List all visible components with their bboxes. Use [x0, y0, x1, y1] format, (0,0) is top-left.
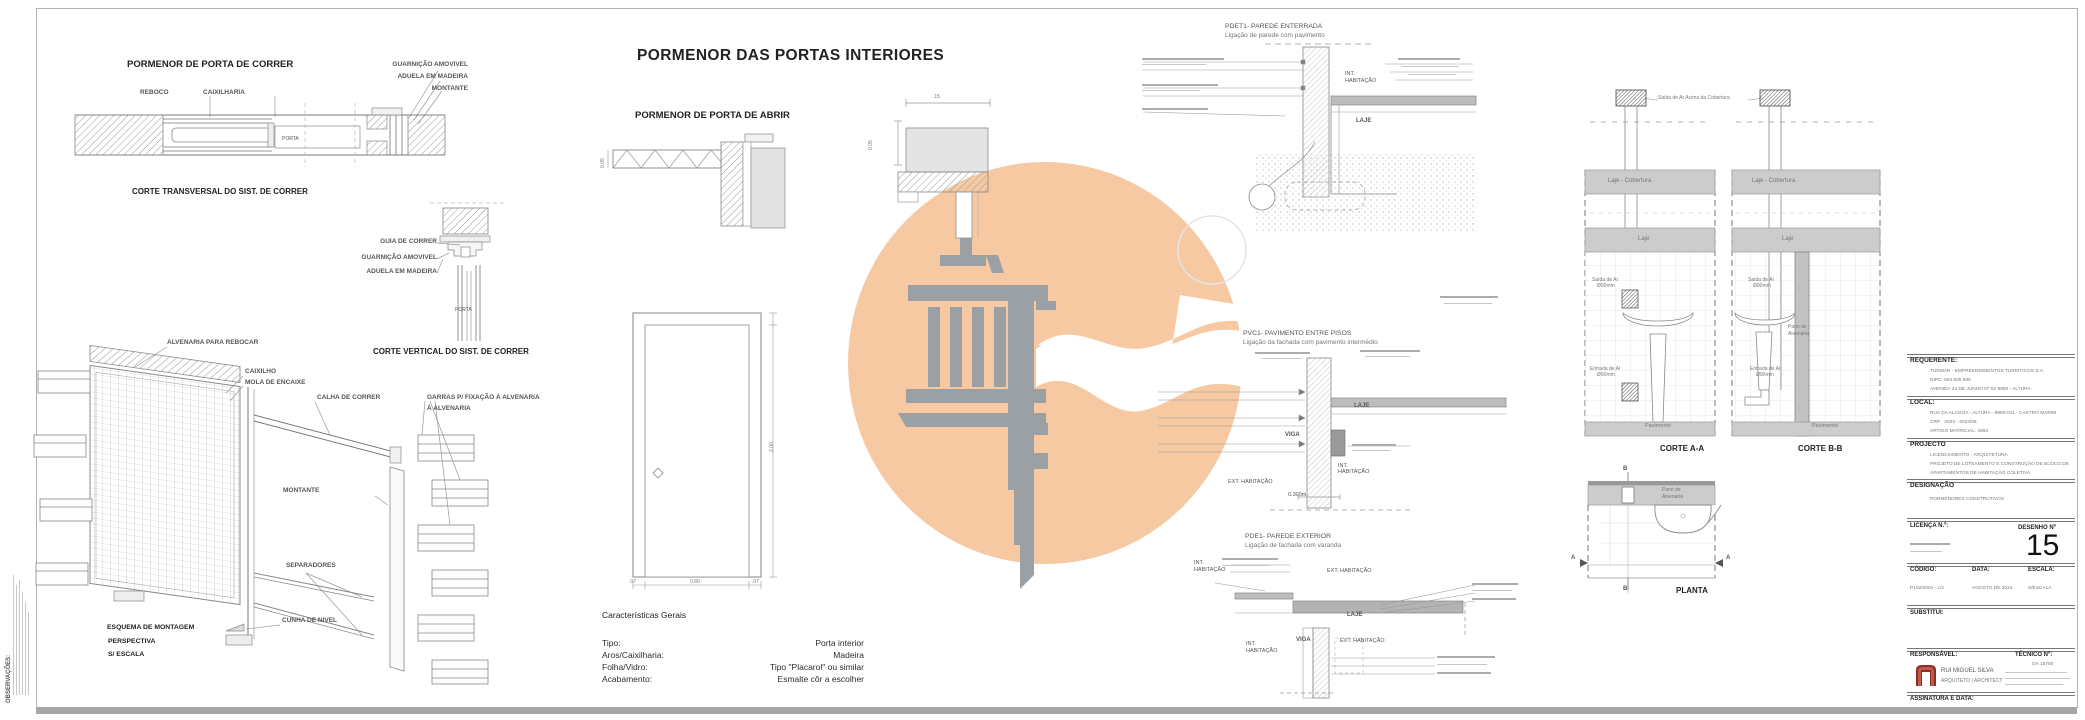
- requerente-heading: REQUERENTE:: [1910, 357, 1958, 364]
- responsavel-heading: RESPONSÁVEL:: [1910, 652, 1958, 658]
- aduela-label: ADUELA EM MADEIRA: [397, 73, 468, 80]
- cortes-drawing: [1570, 85, 1890, 457]
- requerente-line3: AVENIDA 24 DE JUNHO Nº 52 8950 - ALTURA: [1930, 387, 2031, 392]
- margin-note-line: [19, 580, 20, 695]
- montante-persp-label: MONTANTE: [283, 487, 320, 494]
- local-line3: ARTIGO MATRICIAL: 4594: [1930, 429, 1989, 434]
- margin-note-line: [25, 602, 26, 695]
- pvc1-int-label-2: HABITAÇÃO: [1338, 469, 1370, 475]
- pde1-int2-label-2: HABITAÇÃO: [1246, 648, 1278, 654]
- carac-row-folha: [602, 662, 864, 672]
- pdet1-laje-label: LAJE: [1356, 118, 1372, 124]
- codigo-value: P102/2004 - LO: [1910, 586, 1944, 591]
- saida-ar-b-label: Saída de Ar: [1748, 277, 1775, 283]
- pdet1-int-label: INT.: [1345, 71, 1355, 77]
- designacao-heading: DESIGNAÇÃO: [1910, 482, 1955, 489]
- annotation-line: [1142, 108, 1208, 110]
- dim-height: 2.00: [769, 442, 775, 452]
- local-heading: LOCAL:: [1910, 399, 1935, 406]
- guia-label: GUIA DE CORRER: [380, 238, 437, 245]
- requerente-line1: TURMAR - EMPREENDIMENTOS TURISTICOS S.A.: [1930, 369, 2045, 374]
- annotation-line: [2005, 672, 2067, 673]
- titleblock-rule: [1907, 518, 2075, 522]
- reboco-label: REBOCO: [140, 89, 169, 96]
- carac-label: Folha/Vidro:: [602, 662, 648, 672]
- porta-abrir-detail-2: [878, 93, 1008, 238]
- pvc1-dim-label: 0.300m: [1288, 492, 1307, 498]
- dim-jamb-right: .07: [752, 579, 759, 585]
- sliding-door-title: PORMENOR DE PORTA DE CORRER: [127, 59, 294, 70]
- codigo-heading: CÓDIGO:: [1910, 567, 1937, 573]
- tecnico-heading: TÉCNICO Nº:: [2015, 652, 2053, 658]
- door-elevation: [625, 305, 785, 595]
- carac-row-aros: [602, 650, 864, 660]
- local-line1: RUA DA ALAGOA - ALTURA - 8950-011 - CASTRO MARIM: [1930, 411, 2057, 416]
- caixilho-label: CAIXILHO: [245, 368, 277, 375]
- porta-label: PORTA: [282, 136, 299, 142]
- saida-cobertura-note: Saída de Ar Acima da Cobertura: [1658, 95, 1730, 101]
- annotation-line: [1472, 598, 1516, 600]
- data-heading: DATA:: [1972, 567, 1990, 573]
- titleblock-rule: [1907, 605, 2075, 609]
- carac-value: Esmalte côr a escolher: [777, 674, 864, 684]
- pavimento-a-label: Pavimento: [1645, 423, 1671, 429]
- dim-jamb-left: .07: [629, 579, 636, 585]
- calha-label: CALHA DE CORRER: [317, 394, 381, 401]
- margin-note-line: [22, 592, 23, 695]
- montante-label: MONTANTE: [431, 85, 468, 92]
- carac-value: Porta interior: [815, 638, 864, 648]
- projecto-line3: APARTAMENTOS DE HABITAÇÃO COLETIVA: [1930, 471, 2031, 476]
- pvc1-desc: Ligação da fachada com pavimento intermédio: [1243, 339, 1378, 346]
- corte-bb-caption: CORTE B-B: [1798, 444, 1843, 453]
- dim-005-detail1: 0.05: [600, 158, 606, 168]
- annotation-line: [1222, 558, 1278, 560]
- pde1-desc: Ligação de fachada com varanda: [1245, 542, 1342, 549]
- pvc1-laje-label: LAJE: [1354, 403, 1370, 409]
- annotation-line: [1142, 64, 1206, 65]
- corte-aa-caption: CORTE A-A: [1660, 444, 1705, 453]
- laje-cobertura-b-label: Laje - Cobertura: [1752, 178, 1796, 184]
- annotation-line: [1444, 303, 1492, 304]
- porta-abrir-detail-1: [605, 128, 790, 233]
- saida-ar-a-label: Saída de Ar: [1592, 277, 1619, 283]
- annotation-line: [1440, 296, 1498, 298]
- planta-caption: PLANTA: [1676, 586, 1708, 595]
- annotation-line: [1255, 352, 1310, 354]
- local-line2: CRP - 2023 - 2023/08: [1930, 420, 1977, 425]
- pvc1-ext-label: EXT. HABITAÇÃO: [1228, 479, 1273, 485]
- perspectiva-caption: PERSPECTIVA: [108, 638, 156, 645]
- annotation-line: [1437, 656, 1495, 658]
- margin-note-line: [16, 585, 17, 695]
- carac-label: Tipo:: [602, 638, 621, 648]
- annotation-line: [1352, 444, 1396, 446]
- annotation-line: [1262, 358, 1302, 359]
- mola-label: MOLA DE ENCAIXE: [245, 379, 306, 386]
- substitui-heading: SUBSTITUI:: [1910, 610, 1944, 616]
- pdet1-drawing: [1135, 42, 1480, 242]
- pde1-int-label-2: HABITAÇÃO: [1194, 567, 1226, 573]
- annotation-line: [1142, 58, 1224, 60]
- guarnicao2-label: GUARNIÇÃO AMOVIVEL: [361, 254, 437, 261]
- pde1-viga-label: VIGA: [1296, 637, 1311, 643]
- carac-row-tipo: [602, 638, 864, 648]
- desenho-number: 15: [2026, 529, 2060, 562]
- annotation-line: [2005, 684, 2063, 685]
- assinatura-heading: ASSINATURA E DATA:: [1910, 696, 1974, 702]
- escala-value: S/ESCALA: [2028, 586, 2052, 591]
- sheet-shadow: [36, 707, 2077, 714]
- porta2-label: PORTA: [455, 307, 472, 313]
- data-value: AGOSTO DE 2024: [1972, 586, 2013, 591]
- pde1-ext-bot-label: EXT. HABITAÇÃO: [1340, 638, 1385, 644]
- architect-stamp-icon: [1913, 662, 1939, 688]
- guarnicao-label: GUARNIÇÃO AMOVIVEL: [392, 61, 468, 68]
- pde1-int2-label: INT.: [1246, 641, 1256, 647]
- marker-b-top: B: [1623, 466, 1628, 472]
- pvc1-int-label: INT.: [1338, 463, 1348, 469]
- annotation-line: [1910, 551, 1942, 552]
- pde1-laje-label: LAJE: [1347, 612, 1363, 618]
- escala-caption: S/ ESCALA: [108, 651, 145, 658]
- annotation-line: [1437, 672, 1491, 674]
- saida-ar-b-diam: Ø90mm: [1753, 283, 1771, 289]
- pde1-drawing: [1185, 553, 1505, 703]
- caracteristicas-heading: Características Gerais: [602, 610, 687, 620]
- porta-abrir-title: PORMENOR DE PORTA DE ABRIR: [635, 110, 790, 121]
- margin-note-line: [28, 612, 29, 695]
- annotation-line: [1222, 565, 1270, 566]
- main-title: PORMENOR DAS PORTAS INTERIORES: [637, 47, 945, 64]
- carac-label: Aros/Caixilharia:: [602, 650, 664, 660]
- annotation-line: [1360, 350, 1420, 352]
- entrada-ar-b-diam: Ø90mm: [1756, 372, 1774, 378]
- annotation-line: [1142, 84, 1218, 86]
- entrada-ar-a-label: Entrada de Ar: [1590, 366, 1621, 372]
- pvc1-drawing: [1150, 348, 1510, 523]
- aduela2-label: ADUELA EM MADEIRA: [366, 268, 437, 275]
- annotation-line: [1398, 58, 1460, 60]
- planta-pano-label: Pano de: [1662, 487, 1681, 493]
- pano-alvenaria-b-label: Pano de: [1788, 324, 1807, 330]
- tecnico-value: OA 15750: [2032, 662, 2054, 667]
- pavimento-b-label: Pavimento: [1812, 423, 1838, 429]
- margin-note-line: [13, 575, 14, 695]
- pvc1-viga-label: VIGA: [1285, 432, 1300, 438]
- assembly-perspective-drawing: [30, 335, 520, 685]
- annotation-line: [1910, 543, 1950, 545]
- annotation-line: [1365, 356, 1410, 357]
- projecto-heading: PROJECTO: [1910, 441, 1946, 448]
- responsavel-name: RUI MIGUEL SILVA: [1941, 668, 1994, 674]
- licenca-heading: LICENÇA N.º:: [1910, 523, 1949, 529]
- carac-value: Tipo "Placarol" ou similar: [769, 662, 864, 672]
- garras-label-2: À ALVENARIA: [427, 405, 471, 412]
- desenho-heading: DESENHO Nº: [2018, 525, 2056, 531]
- entrada-ar-b-label: Entrada de Ar: [1750, 366, 1781, 372]
- annotation-line: [1437, 664, 1487, 665]
- corte-vertical-caption: CORTE VERTICAL DO SIST. DE CORRER: [373, 347, 529, 356]
- pde1-int-label: INT.: [1194, 560, 1204, 566]
- carac-value: Madeira: [833, 650, 864, 660]
- caixilharia-label: CAIXILHARIA: [203, 89, 245, 96]
- annotation-line: [1472, 590, 1512, 591]
- annotation-line: [1402, 66, 1458, 67]
- marker-a-left: A: [1571, 555, 1576, 561]
- laje-a-label: Laje: [1638, 236, 1650, 242]
- alvenaria-label: ALVENARIA PARA REBOCAR: [167, 339, 259, 346]
- projecto-line2: PROJETO DE LOTEAMENTO E CONSTRUÇÃO DE BLOCO DE: [1930, 462, 2069, 467]
- garras-label: GARRAS P/ FIXAÇÃO À ALVENARIA: [427, 394, 540, 401]
- pdet1-desc: Ligação de parede com pavimento: [1225, 32, 1325, 39]
- responsavel-title: ARQUITETO | ARCHITECT: [1941, 678, 2003, 684]
- planta-pano-label-2: Alvenaria: [1662, 494, 1683, 500]
- observacoes-label: OBSERVAÇÕES:: [6, 654, 12, 703]
- annotation-line: [1142, 90, 1200, 91]
- cunha-label: CUNHA DE NIVEL: [282, 617, 338, 624]
- pde1-title: PDE1- PAREDE EXTERIOR: [1245, 533, 1331, 540]
- pdet1-title: PDET1- PAREDE ENTERRADA: [1225, 23, 1323, 30]
- designacao-line1: PORMENORES CONSTRUTIVOS: [1930, 497, 2005, 502]
- escala-heading: ESCALA:: [2028, 567, 2055, 573]
- marker-b-bottom: B: [1623, 586, 1628, 592]
- marker-a-right: A: [1726, 555, 1731, 561]
- corte-transversal-caption: CORTE TRANSVERSAL DO SIST. DE CORRER: [132, 187, 308, 196]
- pde1-ext-top-label: EXT. HABITAÇÃO: [1327, 568, 1372, 574]
- entrada-ar-a-diam: Ø90mm: [1597, 372, 1615, 378]
- saida-ar-a-diam: Ø90mm: [1597, 283, 1615, 289]
- annotation-line: [1472, 583, 1518, 585]
- annotation-line: [1408, 74, 1456, 75]
- pdet1-int-label-2: HABITAÇÃO: [1345, 78, 1377, 84]
- laje-cobertura-a-label: Laje - Cobertura: [1608, 178, 1652, 184]
- dim-005-detail2: 0.05: [868, 140, 874, 150]
- carac-row-acabamento: [602, 674, 864, 684]
- pvc1-title: PVC1- PAVIMENTO ENTRE PISOS: [1243, 330, 1352, 337]
- pano-alvenaria-b-label-2: Alvenaria: [1788, 331, 1809, 337]
- projecto-line1: LICENCIAMENTO - ARQUITETURA: [1930, 453, 2008, 458]
- dim-15: .15: [933, 94, 940, 100]
- esquema-caption: ESQUEMA DE MONTAGEM: [107, 624, 195, 631]
- requerente-line2: NIPC: 503 605 908: [1930, 378, 1971, 383]
- laje-b-label: Laje: [1782, 236, 1794, 242]
- carac-label: Acabamento:: [602, 674, 653, 684]
- dim-width: 0.80: [690, 579, 700, 585]
- separadores-label: SEPARADORES: [286, 562, 336, 569]
- annotation-line: [2005, 678, 2070, 679]
- annotation-line: [1352, 450, 1390, 451]
